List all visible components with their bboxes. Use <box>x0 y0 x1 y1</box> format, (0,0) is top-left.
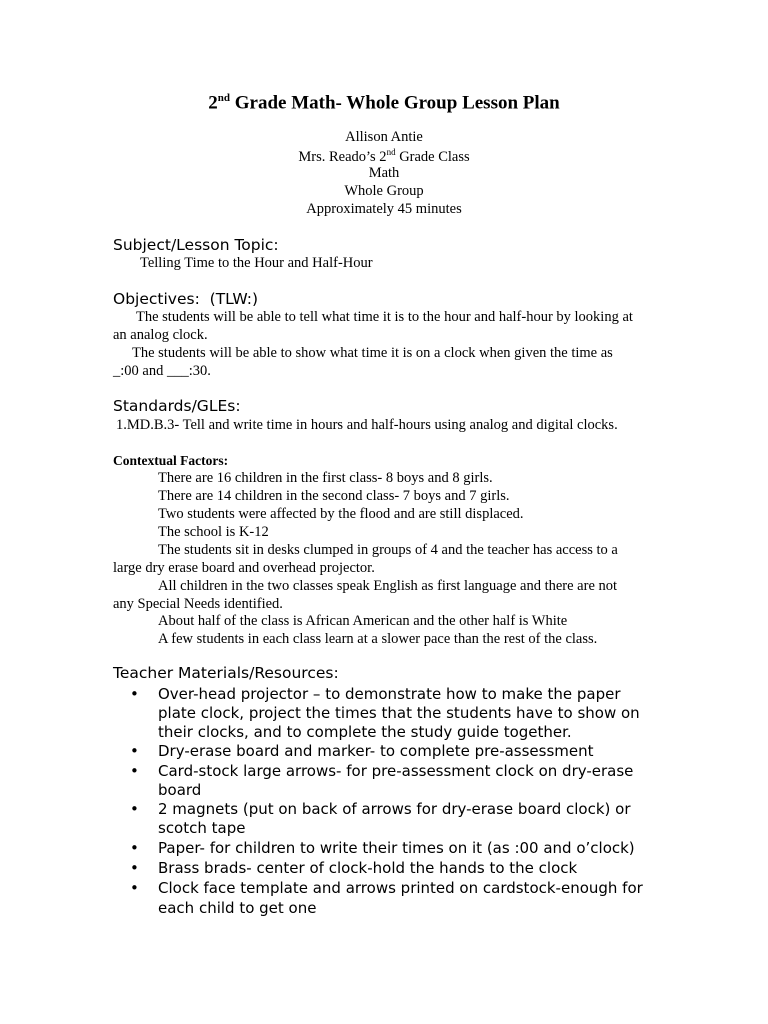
material-item-continued: each child to get one <box>158 899 317 917</box>
author-name: Allison Antie <box>345 129 423 145</box>
objective-line: The students will be able to tell what time it is to the hour and half-hour by looking at <box>136 309 633 325</box>
contextual-line: All children in the two classes speak English as first language and there are not <box>158 578 618 594</box>
contextual-line: There are 16 children in the first class- 8 boys and 8 girls. <box>158 470 493 486</box>
contextual-line: any Special Needs identified. <box>113 596 283 612</box>
contextual-line: A few students in each class learn at a slower pace than the rest of the class. <box>158 631 598 647</box>
bullet-icon: • <box>130 742 139 760</box>
bullet-icon: • <box>130 762 139 780</box>
material-item-continued: scotch tape <box>158 819 246 837</box>
objectives-heading: Objectives: (TLW:) <box>113 290 259 308</box>
material-item: Paper- for children to write their times on it (as :00 and o’clock) <box>158 839 635 857</box>
material-item: Card-stock large arrows- for pre-assessment clock on dry-erase <box>158 762 634 780</box>
subject-topic-text: Telling Time to the Hour and Half-Hour <box>140 255 373 271</box>
subject-topic-heading: Subject/Lesson Topic: <box>113 236 279 254</box>
contextual-line: The school is K-12 <box>158 524 269 540</box>
contextual-line: There are 14 children in the second class- 7 boys and 7 girls. <box>158 488 510 504</box>
contextual-line: Two students were affected by the flood and are still displaced. <box>158 506 524 522</box>
material-item-continued: board <box>158 781 202 799</box>
material-item: Brass brads- center of clock-hold the hands to the clock <box>158 859 578 877</box>
group-type: Whole Group <box>344 183 424 199</box>
objective-line: an analog clock. <box>113 327 208 343</box>
bullet-icon: • <box>130 800 139 818</box>
objective-line: _:00 and ___:30. <box>113 363 211 379</box>
contextual-line: large dry erase board and overhead projector. <box>113 560 375 576</box>
material-item: Clock face template and arrows printed on cardstock-enough for <box>158 879 643 897</box>
material-item-continued: plate clock, project the times that the students have to show on <box>158 704 640 722</box>
material-item: Over-head projector – to demonstrate how to make the paper <box>158 685 621 703</box>
bullet-icon: • <box>130 879 139 897</box>
bullet-icon: • <box>130 859 139 877</box>
material-item: Dry-erase board and marker- to complete pre-assessment <box>158 742 594 760</box>
bullet-icon: • <box>130 839 139 857</box>
material-item: 2 magnets (put on back of arrows for dry-erase board clock) or <box>158 800 631 818</box>
bullet-icon: • <box>130 685 139 703</box>
standards-heading: Standards/GLEs: <box>113 397 241 415</box>
contextual-line: About half of the class is African American and the other half is White <box>158 613 568 629</box>
subject-name: Math <box>368 165 400 181</box>
material-item-continued: their clocks, and to complete the study guide together. <box>158 723 572 741</box>
materials-heading: Teacher Materials/Resources: <box>113 664 339 682</box>
class-name: Mrs. Reado’s 2nd Grade Class <box>298 147 470 165</box>
contextual-line: The students sit in desks clumped in groups of 4 and the teacher has access to a <box>158 542 618 558</box>
contextual-factors-heading: Contextual Factors: <box>113 453 229 468</box>
duration: Approximately 45 minutes <box>306 201 462 217</box>
standards-text: 1.MD.B.3- Tell and write time in hours and half-hours using analog and digital clocks. <box>116 417 618 433</box>
objective-line: The students will be able to show what time it is on a clock when given the time as <box>132 345 613 361</box>
page-title: 2nd Grade Math- Whole Group Lesson Plan <box>208 92 560 114</box>
